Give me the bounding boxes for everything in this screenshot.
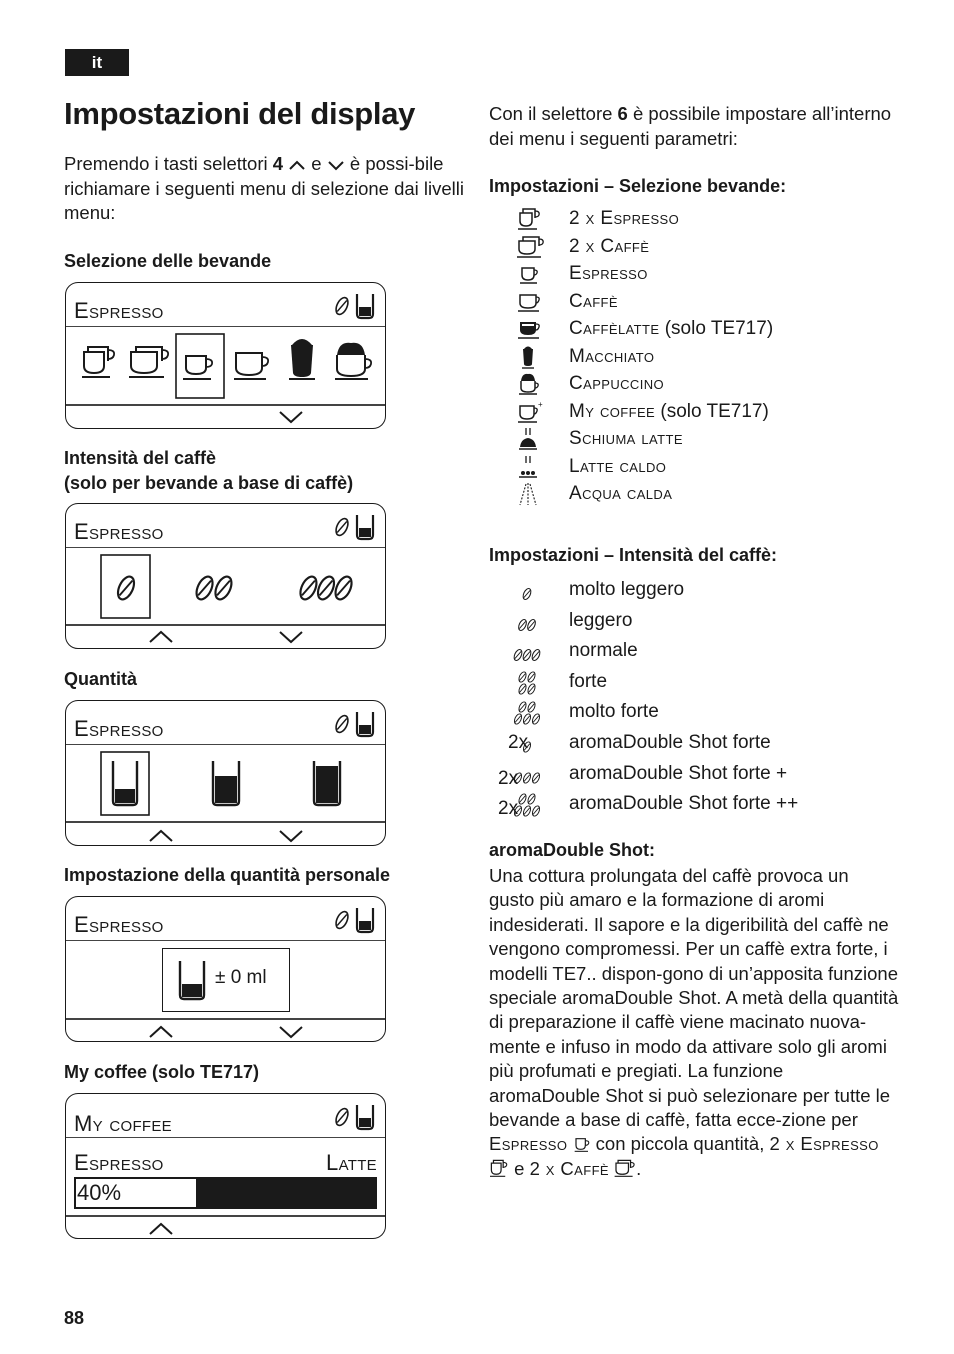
cup-medium-quantity-icon <box>213 761 239 805</box>
drink-list-item <box>489 400 909 427</box>
cup-large-icon <box>511 290 545 314</box>
cup-small-icon <box>573 1136 591 1152</box>
intensity-label: molto forte <box>569 701 659 723</box>
double-cup-large-icon <box>129 347 168 377</box>
cappuccino-icon <box>511 372 545 396</box>
bean-cup-status-icon <box>329 708 379 740</box>
section-heading-intensity: Intensità del caffè (solo per bevande a base di caffè) <box>64 448 354 493</box>
beans-icon <box>489 698 561 728</box>
chevron-down-icon <box>278 630 304 644</box>
one-bean-icon <box>115 574 138 602</box>
aroma-double-shot-heading: aromaDouble Shot: <box>489 840 656 860</box>
intensity-list-item <box>489 607 909 637</box>
svg-text:+: + <box>538 399 543 409</box>
drink-list-label: Caffèlatte (solo TE717) <box>569 318 774 339</box>
chevron-down-icon <box>278 410 304 424</box>
lcd-title: Espresso <box>74 912 164 937</box>
caffelatte-icon <box>511 317 545 341</box>
lcd-title: Espresso <box>74 298 164 323</box>
intensity-settings-heading: Impostazioni – Intensità del caffè: <box>489 545 778 565</box>
intensity-list-item <box>489 729 909 759</box>
lcd-coffee-intensity <box>65 503 386 649</box>
intensity-label: aromaDouble Shot forte ++ <box>569 793 799 815</box>
quantity-options <box>66 747 386 823</box>
bean-cup-status-icon <box>329 290 379 322</box>
section-heading-quantity: Quantità <box>64 669 138 689</box>
drink-list-label: Latte caldo <box>569 455 667 477</box>
hot-water-icon <box>511 482 545 506</box>
lcd-title: Espresso <box>74 716 164 741</box>
cup-large-icon <box>234 353 268 379</box>
intensity-options <box>66 550 386 626</box>
beans-icon <box>489 607 561 637</box>
drink-list-item <box>489 372 909 399</box>
cup-small-icon <box>511 262 545 286</box>
drink-list-item <box>489 290 909 317</box>
drink-list-label: My coffee (solo TE717) <box>569 400 769 422</box>
cappuccino-icon <box>335 343 371 379</box>
double-shot-prefix: 2x <box>498 767 519 789</box>
milk-foam-icon <box>511 427 545 451</box>
intensity-list-item <box>489 698 909 728</box>
two-beans-icon <box>193 574 234 602</box>
double-cup-small-icon <box>82 347 114 377</box>
drink-list-label: 2 x Caffè <box>569 235 650 257</box>
drinks-settings-heading: Impostazioni – Selezione bevande: <box>489 176 787 196</box>
mix-ratio-bar[interactable] <box>74 1177 377 1209</box>
chevron-up-icon <box>288 159 306 171</box>
intensity-label: aromaDouble Shot forte + <box>569 762 788 784</box>
drink-list-label: Acqua calda <box>569 483 673 504</box>
chevron-down-icon <box>278 1025 304 1039</box>
drink-list-label: Caffè <box>569 290 618 312</box>
chevron-down-icon <box>278 829 304 843</box>
intensity-label: forte <box>569 670 608 692</box>
bean-cup-status-icon <box>329 1101 379 1133</box>
lcd-quantity <box>65 700 386 846</box>
intensity-label: leggero <box>569 609 633 631</box>
section-heading-personal-quantity: Impostazione della quantità personale <box>64 865 391 885</box>
personal-quantity-frame <box>162 948 290 1012</box>
page-title: Impostazioni del display <box>64 96 416 131</box>
drink-list-item <box>489 262 909 289</box>
intensity-list-item <box>489 637 909 667</box>
double-shot-prefix: 2x <box>508 732 529 753</box>
bean-cup-status-icon <box>329 511 379 543</box>
personal-quantity-value: ± 0 ml <box>215 967 267 988</box>
double-cup-large-icon <box>614 1159 636 1177</box>
beans-icon <box>489 668 561 698</box>
drink-list-item <box>489 317 909 344</box>
section-heading-drinks: Selezione delle bevande <box>64 251 272 271</box>
selection-frame <box>176 334 224 398</box>
intensity-list-item <box>489 668 909 698</box>
drink-list-item <box>489 235 909 262</box>
chevron-up-icon <box>148 1025 174 1039</box>
aroma-double-shot-text: Una cottura prolungata del caffè provoca un gusto più amaro e la formazione di aromi indesiderati. Il sapore e la digeribilità del caffè ne vengono compromessi. Per un caffè extra forte, i modelli TE7.. dispon-gono di un’apposita funzione speciale aromaDouble Shot. A metà della quantità di preparazione il caffè viene macinato nuova-mente e infuso in modo da attivare solo gli aromi più profumati e pregiati. La funzione aromaDouble Shot si può selezionare per tutte le bevande a base di caffè, fatta ecce-zione per Espresso con piccola quantità, 2 x Espresso e 2 x Caffè . <box>489 865 899 1179</box>
drink-list-label: Schiuma latte <box>569 428 683 449</box>
intensity-label: molto leggero <box>569 579 685 600</box>
intensity-list-item <box>489 576 909 606</box>
macchiato-icon <box>289 339 315 379</box>
drink-list-label: Espresso <box>569 263 648 284</box>
selection-frame <box>101 555 150 618</box>
chevron-up-icon <box>148 630 174 644</box>
intensity-label: normale <box>569 640 638 662</box>
chevron-down-icon <box>327 159 345 171</box>
double-cup-large-icon <box>511 235 545 259</box>
hot-milk-icon <box>511 455 545 479</box>
drink-list-item <box>489 427 909 454</box>
selector-intro: Con il selettore 6 è possibile impostare all’interno dei menu i seguenti parametri: <box>489 103 892 149</box>
drink-list-label: Macchiato <box>569 345 655 367</box>
lcd-personal-quantity <box>65 896 386 1042</box>
drink-list-label: Cappuccino <box>569 373 665 394</box>
language-tag: it <box>65 49 129 76</box>
drink-icons-row <box>66 329 386 405</box>
drink-list-item <box>489 207 909 234</box>
drink-list-item <box>489 482 909 509</box>
drink-list-label: 2 x Espresso <box>569 208 680 229</box>
bean-cup-status-icon <box>329 904 379 936</box>
my-coffee-icon <box>511 400 545 424</box>
intensity-list-item <box>489 760 909 790</box>
lcd-title: My coffee <box>74 1111 172 1136</box>
beans-icon <box>489 576 561 606</box>
mix-ratio-percent: 40% <box>77 1180 122 1205</box>
intensity-label: aromaDouble Shot forte <box>569 732 771 753</box>
chevron-up-icon <box>148 829 174 843</box>
drink-list-item <box>489 455 909 482</box>
chevron-up-icon <box>148 1222 174 1236</box>
double-shot-prefix: 2x <box>498 798 519 820</box>
drink-list-item <box>489 345 909 372</box>
cup-quantity-icon <box>177 959 207 1001</box>
lcd-drink-selection <box>65 282 386 429</box>
mix-left-label: Espresso <box>74 1150 164 1175</box>
lcd-title: Espresso <box>74 519 164 544</box>
macchiato-icon <box>511 345 545 369</box>
cup-small-quantity-icon <box>113 761 137 805</box>
cup-small-icon <box>183 356 212 379</box>
lcd-my-coffee <box>65 1093 386 1239</box>
double-cup-small-icon <box>489 1159 509 1177</box>
intensity-list-item <box>489 790 909 820</box>
beans-icon <box>489 637 561 667</box>
mix-right-label: Latte <box>326 1150 377 1175</box>
page-number: 88 <box>64 1308 85 1328</box>
section-heading-my-coffee: My coffee (solo TE717) <box>64 1062 260 1082</box>
three-beans-icon <box>297 574 355 602</box>
double-cup-small-icon <box>511 207 545 231</box>
cup-large-quantity-icon <box>314 761 340 805</box>
intro-text: Premendo i tasti selettori 4 e è possi-bile richiamare i seguenti menu di selezione dai livelli menu: <box>64 153 465 223</box>
